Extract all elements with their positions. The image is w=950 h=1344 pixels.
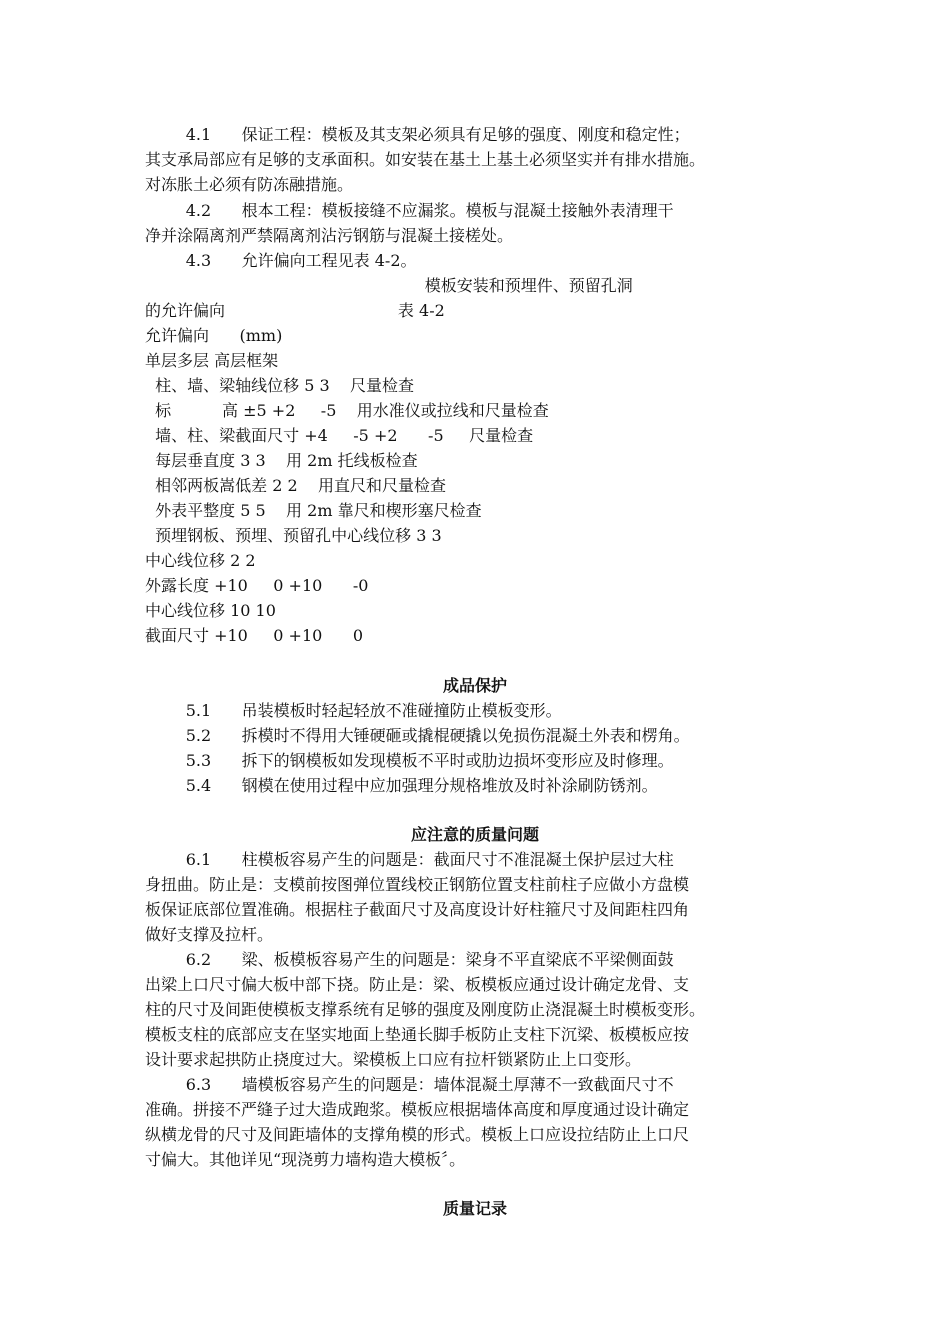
table-row: 中心线位移 2 2: [145, 551, 256, 570]
section6-p1-line-2: 身扭曲。防止是：支模前按图弹位置线校正钢筋位置支柱前柱子应做小方盘模: [145, 875, 690, 894]
section6-p3-line-4: 寸偏大。其他详见“现浇剪力墙构造大模板〞。: [145, 1150, 466, 1169]
section6-p1-line-4: 做好支撑及拉杆。: [145, 925, 274, 944]
section5-item-2: 5.2 拆模时不得用大锤硬砸或撬棍硬撬以免损伤混凝土外表和楞角。: [145, 726, 690, 745]
section-heading-product-protection: 成品保护: [442, 676, 507, 695]
section6-p2-line-5: 设计要求起拱防止挠度过大。梁模板上口应有拉杆锁紧防止上口变形。: [145, 1050, 642, 1069]
section6-p2-line-3: 柱的尺寸及间距使模板支撑系统有足够的强度及刚度防止浇混凝土时模板变形。: [145, 1000, 706, 1019]
table-row: 外表平整度 5 5 用 2m 靠尺和楔形塞尺检查: [145, 501, 482, 520]
section6-p3-line-3: 纵横龙骨的尺寸及间距墙体的支撑角模的形式。模板上口应设拉结防止上口尺: [145, 1125, 690, 1144]
section6-p1-line-1: 6.1 柱模板容易产生的问题是：截面尺寸不准混凝土保护层过大柱: [145, 850, 674, 869]
section6-p2-line-1: 6.2 梁、板模板容易产生的问题是：梁身不平直梁底不平梁侧面鼓: [145, 950, 674, 969]
table-row: 预埋钢板、预埋、预留孔中心线位移 3 3: [145, 526, 442, 545]
section6-p1-line-3: 板保证底部位置准确。根据柱子截面尺寸及高度设计好柱箍尺寸及间距柱四角: [145, 900, 690, 919]
table-row: 中心线位移 10 10: [145, 601, 276, 620]
section-heading-quality-issues: 应注意的质量问题: [410, 825, 539, 844]
section5-item-4: 5.4 钢模在使用过程中应加强理分规格堆放及时补涂刷防锈剂。: [145, 776, 658, 795]
section5-item-1: 5.1 吊装模板时轻起轻放不准碰撞防止模板变形。: [145, 701, 562, 720]
table-row: 标 高 ±5 +2 -5 用水准仪或拉线和尺量检查: [145, 401, 549, 420]
table-row: 相邻两板嵩低差 2 2 用直尺和尺量检查: [145, 476, 447, 495]
section4-p1-line-3: 对冻胀土必须有防冻融措施。: [145, 175, 354, 194]
section6-p2-line-2: 出梁上口尺寸偏大板中部下挠。防止是：梁、板模板应通过设计确定龙骨、支: [145, 975, 690, 994]
table-row: 截面尺寸 +10 0 +10 0: [145, 626, 364, 645]
section4-p1-line-1: 4.1 保证工程：模板及其支架必须具有足够的强度、刚度和稳定性；: [145, 125, 690, 144]
section4-p2-line-2: 净并涂隔离剂严禁隔离剂沾污钢筋与混凝土接槎处。: [145, 226, 514, 245]
section4-p2-line-1: 4.2 根本工程：模板接缝不应漏浆。模板与混凝土接触外表清理干: [145, 201, 674, 220]
table-row: 每层垂直度 3 3 用 2m 托线板检查: [145, 451, 418, 470]
table-title-line-1: 模板安装和预埋件、预留孔洞: [145, 276, 633, 295]
table-row: 外露长度 +10 0 +10 -0: [145, 576, 369, 595]
table-row: 柱、墙、梁轴线位移 5 3 尺量检查: [145, 376, 415, 395]
section6-p2-line-4: 模板支柱的底部应支在坚实地面上垫通长脚手板防止支柱下沉梁、板模板应按: [145, 1025, 690, 1044]
section5-item-3: 5.3 拆下的钢模板如发现模板不平时或肋边损坏变形应及时修理。: [145, 751, 674, 770]
section6-p3-line-1: 6.3 墙模板容易产生的问题是：墙体混凝土厚薄不一致截面尺寸不: [145, 1075, 674, 1094]
section6-p3-line-2: 准确。拼接不严缝子过大造成跑浆。模板应根据墙体高度和厚度通过设计确定: [145, 1100, 690, 1119]
section4-p3-line-1: 4.3 允许偏向工程见表 4-2。: [145, 251, 417, 270]
table-header-columns: 单层多层 高层框架: [145, 351, 279, 370]
table-row: 墙、柱、梁截面尺寸 +4 -5 +2 -5 尺量检查: [145, 426, 534, 445]
table-title-line-2: 的允许偏向 表 4-2: [145, 301, 445, 320]
table-header-deviation: 允许偏向 (mm): [145, 326, 283, 345]
section4-p1-line-2: 其支承局部应有足够的支承面积。如安装在基土上基土必须坚实并有排水措施。: [145, 150, 706, 169]
section-heading-quality-records: 质量记录: [442, 1199, 507, 1218]
